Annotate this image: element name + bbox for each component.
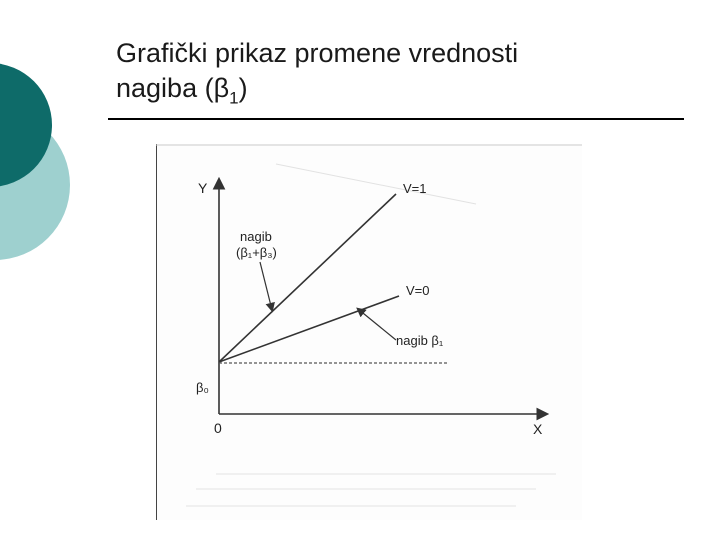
intercept-label: β₀ xyxy=(196,380,209,395)
arrow-lower-slope xyxy=(358,309,396,340)
decorative-circles xyxy=(0,0,120,300)
line-v1 xyxy=(219,194,396,362)
lower-slope-annotation: nagib β₁ xyxy=(396,333,444,348)
title-subscript: 1 xyxy=(229,88,239,108)
x-axis-label: X xyxy=(533,421,543,437)
slope-diagram xyxy=(156,144,582,520)
arrow-upper-slope xyxy=(260,262,272,310)
title-line-2-prefix: nagiba (β xyxy=(116,73,230,103)
scan-ghost-marks xyxy=(186,164,556,506)
line-v0 xyxy=(219,296,399,362)
line-v1-label: V=1 xyxy=(403,181,427,196)
title-line-2 xyxy=(116,71,676,115)
diagram-svg xyxy=(156,144,582,520)
title-line-1: Grafički prikaz promene vrednosti xyxy=(116,38,519,68)
origin-label: 0 xyxy=(214,420,222,436)
slide-title xyxy=(116,36,676,115)
title-underline xyxy=(108,118,684,120)
title-line-2-suffix: ) xyxy=(238,73,248,103)
upper-slope-annotation-line2: (β₁+β₃) xyxy=(236,245,277,260)
upper-slope-annotation-line1: nagib xyxy=(240,229,272,244)
y-axis-label: Y xyxy=(198,180,208,196)
line-v0-label: V=0 xyxy=(406,283,430,298)
